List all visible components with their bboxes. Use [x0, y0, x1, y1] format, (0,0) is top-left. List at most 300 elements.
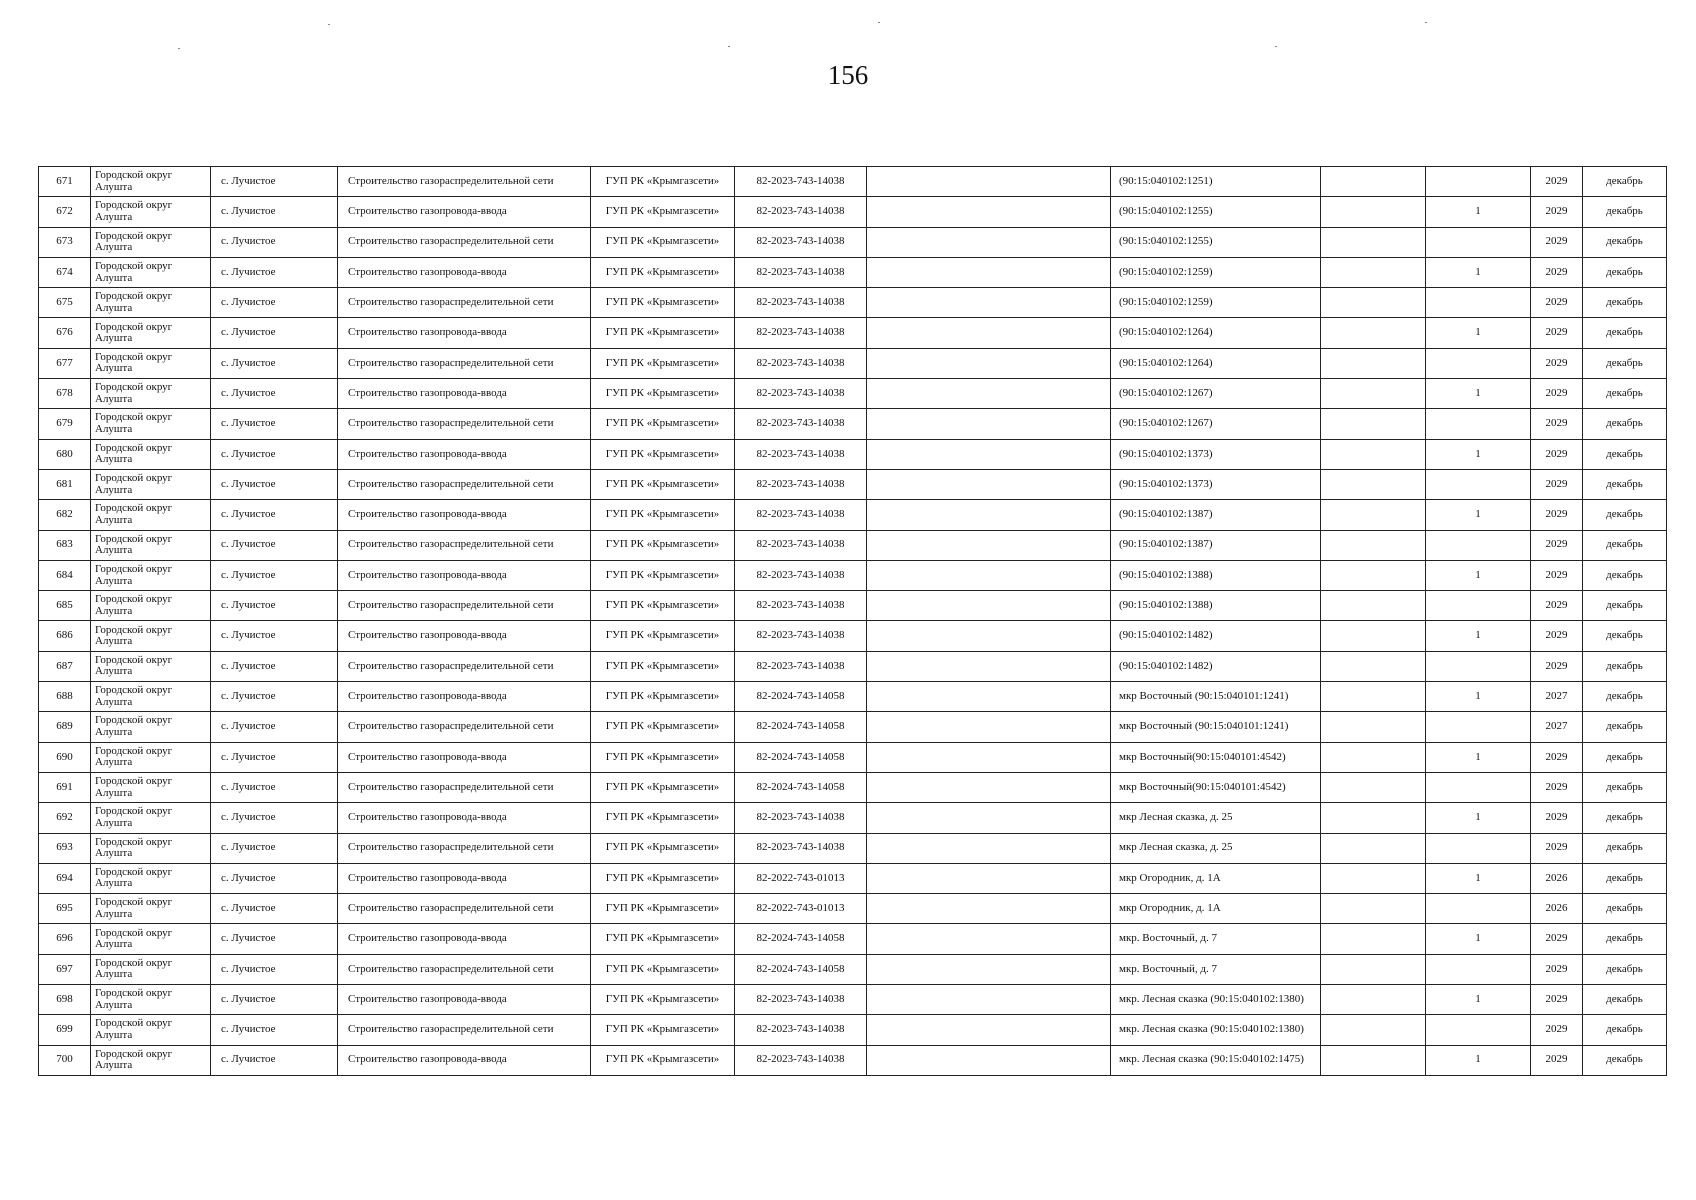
empty-cell [867, 409, 1111, 439]
district-cell: Городской округ Алушта [91, 833, 211, 863]
settlement-cell: с. Лучистое [211, 318, 338, 348]
empty-cell [1321, 712, 1426, 742]
address-cell: (90:15:040102:1482) [1111, 621, 1321, 651]
settlement-cell: с. Лучистое [211, 1015, 338, 1045]
table-row [39, 591, 1667, 621]
work-type-cell: Строительство газораспределительной сети [338, 348, 591, 378]
district-cell: Городской округ Алушта [91, 591, 211, 621]
empty-cell [1321, 924, 1426, 954]
work-type-cell: Строительство газораспределительной сети [338, 167, 591, 197]
row-number: 672 [39, 197, 91, 227]
settlement-cell: с. Лучистое [211, 469, 338, 499]
quantity-cell [1426, 167, 1531, 197]
table-row [39, 288, 1667, 318]
organization-cell: ГУП РК «Крымгазсети» [591, 288, 735, 318]
month-cell: декабрь [1583, 863, 1667, 893]
district-cell: Городской округ Алушта [91, 1015, 211, 1045]
address-cell: (90:15:040102:1373) [1111, 439, 1321, 469]
quantity-cell: 1 [1426, 863, 1531, 893]
table-row [39, 803, 1667, 833]
table-row [39, 621, 1667, 651]
work-type-cell: Строительство газопровода-ввода [338, 621, 591, 651]
quantity-cell [1426, 348, 1531, 378]
work-type-cell: Строительство газопровода-ввода [338, 803, 591, 833]
settlement-cell: с. Лучистое [211, 167, 338, 197]
work-type-cell: Строительство газораспределительной сети [338, 288, 591, 318]
address-cell: мкр Восточный(90:15:040101:4542) [1111, 742, 1321, 772]
empty-cell [1321, 560, 1426, 590]
organization-cell: ГУП РК «Крымгазсети» [591, 924, 735, 954]
empty-cell [1321, 379, 1426, 409]
scan-speck [1275, 46, 1277, 47]
row-number: 693 [39, 833, 91, 863]
row-number: 689 [39, 712, 91, 742]
address-cell: мкр. Лесная сказка (90:15:040102:1475) [1111, 1045, 1321, 1075]
month-cell: декабрь [1583, 530, 1667, 560]
scan-speck [728, 46, 730, 47]
organization-cell: ГУП РК «Крымгазсети» [591, 439, 735, 469]
year-cell: 2029 [1531, 409, 1583, 439]
month-cell: декабрь [1583, 651, 1667, 681]
organization-cell: ГУП РК «Крымгазсети» [591, 682, 735, 712]
settlement-cell: с. Лучистое [211, 439, 338, 469]
settlement-cell: с. Лучистое [211, 742, 338, 772]
quantity-cell: 1 [1426, 439, 1531, 469]
empty-cell [867, 863, 1111, 893]
program-code-cell: 82-2023-743-14038 [735, 348, 867, 378]
month-cell: декабрь [1583, 954, 1667, 984]
year-cell: 2027 [1531, 682, 1583, 712]
year-cell: 2029 [1531, 257, 1583, 287]
quantity-cell [1426, 1015, 1531, 1045]
row-number: 681 [39, 469, 91, 499]
month-cell: декабрь [1583, 469, 1667, 499]
quantity-cell [1426, 954, 1531, 984]
row-number: 675 [39, 288, 91, 318]
quantity-cell [1426, 227, 1531, 257]
program-code-cell: 82-2023-743-14038 [735, 560, 867, 590]
program-code-cell: 82-2024-743-14058 [735, 742, 867, 772]
organization-cell: ГУП РК «Крымгазсети» [591, 712, 735, 742]
row-number: 680 [39, 439, 91, 469]
quantity-cell [1426, 530, 1531, 560]
table-row [39, 863, 1667, 893]
quantity-cell [1426, 894, 1531, 924]
month-cell: декабрь [1583, 1045, 1667, 1075]
work-type-cell: Строительство газопровода-ввода [338, 742, 591, 772]
row-number: 677 [39, 348, 91, 378]
table-row [39, 651, 1667, 681]
row-number: 686 [39, 621, 91, 651]
organization-cell: ГУП РК «Крымгазсети» [591, 1015, 735, 1045]
empty-cell [1321, 682, 1426, 712]
address-cell: (90:15:040102:1251) [1111, 167, 1321, 197]
work-type-cell: Строительство газораспределительной сети [338, 712, 591, 742]
month-cell: декабрь [1583, 379, 1667, 409]
program-code-cell: 82-2023-743-14038 [735, 288, 867, 318]
empty-cell [1321, 803, 1426, 833]
empty-cell [867, 591, 1111, 621]
district-cell: Городской округ Алушта [91, 651, 211, 681]
organization-cell: ГУП РК «Крымгазсети» [591, 742, 735, 772]
address-cell: (90:15:040102:1373) [1111, 469, 1321, 499]
organization-cell: ГУП РК «Крымгазсети» [591, 803, 735, 833]
month-cell: декабрь [1583, 894, 1667, 924]
district-cell: Городской округ Алушта [91, 894, 211, 924]
empty-cell [1321, 894, 1426, 924]
empty-cell [1321, 1015, 1426, 1045]
row-number: 699 [39, 1015, 91, 1045]
settlement-cell: с. Лучистое [211, 591, 338, 621]
program-code-cell: 82-2024-743-14058 [735, 924, 867, 954]
month-cell: декабрь [1583, 591, 1667, 621]
row-number: 690 [39, 742, 91, 772]
empty-cell [867, 803, 1111, 833]
district-cell: Городской округ Алушта [91, 288, 211, 318]
empty-cell [1321, 409, 1426, 439]
district-cell: Городской округ Алушта [91, 560, 211, 590]
quantity-cell [1426, 591, 1531, 621]
program-code-cell: 82-2023-743-14038 [735, 591, 867, 621]
empty-cell [867, 772, 1111, 802]
address-cell: (90:15:040102:1255) [1111, 227, 1321, 257]
district-cell: Городской округ Алушта [91, 1045, 211, 1075]
address-cell: (90:15:040102:1255) [1111, 197, 1321, 227]
work-type-cell: Строительство газопровода-ввода [338, 500, 591, 530]
empty-cell [867, 651, 1111, 681]
empty-cell [867, 500, 1111, 530]
year-cell: 2029 [1531, 379, 1583, 409]
quantity-cell: 1 [1426, 742, 1531, 772]
organization-cell: ГУП РК «Крымгазсети» [591, 560, 735, 590]
quantity-cell: 1 [1426, 985, 1531, 1015]
work-type-cell: Строительство газораспределительной сети [338, 591, 591, 621]
month-cell: декабрь [1583, 560, 1667, 590]
work-type-cell: Строительство газопровода-ввода [338, 985, 591, 1015]
organization-cell: ГУП РК «Крымгазсети» [591, 651, 735, 681]
organization-cell: ГУП РК «Крымгазсети» [591, 167, 735, 197]
table-row [39, 682, 1667, 712]
district-cell: Городской округ Алушта [91, 257, 211, 287]
month-cell: декабрь [1583, 772, 1667, 802]
settlement-cell: с. Лучистое [211, 863, 338, 893]
address-cell: мкр Лесная сказка, д. 25 [1111, 833, 1321, 863]
program-code-cell: 82-2023-743-14038 [735, 439, 867, 469]
address-cell: мкр Восточный(90:15:040101:4542) [1111, 772, 1321, 802]
table-row [39, 742, 1667, 772]
scan-speck [328, 24, 330, 25]
year-cell: 2029 [1531, 197, 1583, 227]
empty-cell [1321, 651, 1426, 681]
work-type-cell: Строительство газопровода-ввода [338, 1045, 591, 1075]
empty-cell [867, 379, 1111, 409]
year-cell: 2026 [1531, 863, 1583, 893]
row-number: 688 [39, 682, 91, 712]
settlement-cell: с. Лучистое [211, 197, 338, 227]
district-cell: Городской округ Алушта [91, 469, 211, 499]
settlement-cell: с. Лучистое [211, 288, 338, 318]
empty-cell [867, 985, 1111, 1015]
empty-cell [867, 621, 1111, 651]
address-cell: (90:15:040102:1267) [1111, 379, 1321, 409]
district-cell: Городской округ Алушта [91, 924, 211, 954]
program-code-cell: 82-2022-743-01013 [735, 863, 867, 893]
quantity-cell [1426, 651, 1531, 681]
settlement-cell: с. Лучистое [211, 894, 338, 924]
address-cell: (90:15:040102:1267) [1111, 409, 1321, 439]
quantity-cell: 1 [1426, 197, 1531, 227]
month-cell: декабрь [1583, 167, 1667, 197]
empty-cell [1321, 469, 1426, 499]
year-cell: 2029 [1531, 954, 1583, 984]
year-cell: 2029 [1531, 772, 1583, 802]
quantity-cell: 1 [1426, 500, 1531, 530]
work-type-cell: Строительство газопровода-ввода [338, 682, 591, 712]
settlement-cell: с. Лучистое [211, 621, 338, 651]
address-cell: мкр. Лесная сказка (90:15:040102:1380) [1111, 985, 1321, 1015]
month-cell: декабрь [1583, 439, 1667, 469]
year-cell: 2029 [1531, 500, 1583, 530]
register-table-wrapper [38, 166, 1667, 1076]
empty-cell [867, 197, 1111, 227]
quantity-cell [1426, 288, 1531, 318]
row-number: 682 [39, 500, 91, 530]
empty-cell [1321, 197, 1426, 227]
scan-speck [1425, 22, 1427, 23]
quantity-cell [1426, 712, 1531, 742]
row-number: 678 [39, 379, 91, 409]
organization-cell: ГУП РК «Крымгазсети» [591, 621, 735, 651]
program-code-cell: 82-2024-743-14058 [735, 772, 867, 802]
empty-cell [867, 894, 1111, 924]
quantity-cell: 1 [1426, 924, 1531, 954]
program-code-cell: 82-2023-743-14038 [735, 197, 867, 227]
row-number: 700 [39, 1045, 91, 1075]
organization-cell: ГУП РК «Крымгазсети» [591, 469, 735, 499]
year-cell: 2027 [1531, 712, 1583, 742]
work-type-cell: Строительство газопровода-ввода [338, 379, 591, 409]
table-row [39, 772, 1667, 802]
empty-cell [867, 924, 1111, 954]
empty-cell [867, 712, 1111, 742]
empty-cell [1321, 954, 1426, 984]
address-cell: (90:15:040102:1387) [1111, 500, 1321, 530]
quantity-cell: 1 [1426, 560, 1531, 590]
year-cell: 2029 [1531, 924, 1583, 954]
program-code-cell: 82-2023-743-14038 [735, 1015, 867, 1045]
empty-cell [1321, 530, 1426, 560]
year-cell: 2029 [1531, 833, 1583, 863]
month-cell: декабрь [1583, 348, 1667, 378]
year-cell: 2029 [1531, 742, 1583, 772]
table-row [39, 1045, 1667, 1075]
quantity-cell [1426, 833, 1531, 863]
empty-cell [1321, 621, 1426, 651]
empty-cell [867, 469, 1111, 499]
empty-cell [1321, 167, 1426, 197]
settlement-cell: с. Лучистое [211, 1045, 338, 1075]
settlement-cell: с. Лучистое [211, 227, 338, 257]
work-type-cell: Строительство газораспределительной сети [338, 530, 591, 560]
year-cell: 2029 [1531, 167, 1583, 197]
district-cell: Городской округ Алушта [91, 439, 211, 469]
district-cell: Городской округ Алушта [91, 863, 211, 893]
address-cell: (90:15:040102:1388) [1111, 560, 1321, 590]
district-cell: Городской округ Алушта [91, 197, 211, 227]
settlement-cell: с. Лучистое [211, 712, 338, 742]
month-cell: декабрь [1583, 318, 1667, 348]
district-cell: Городской округ Алушта [91, 742, 211, 772]
table-row [39, 409, 1667, 439]
settlement-cell: с. Лучистое [211, 803, 338, 833]
settlement-cell: с. Лучистое [211, 954, 338, 984]
settlement-cell: с. Лучистое [211, 651, 338, 681]
address-cell: мкр Лесная сказка, д. 25 [1111, 803, 1321, 833]
address-cell: (90:15:040102:1388) [1111, 591, 1321, 621]
month-cell: декабрь [1583, 833, 1667, 863]
settlement-cell: с. Лучистое [211, 772, 338, 802]
year-cell: 2029 [1531, 651, 1583, 681]
program-code-cell: 82-2023-743-14038 [735, 985, 867, 1015]
year-cell: 2029 [1531, 1045, 1583, 1075]
table-row [39, 924, 1667, 954]
work-type-cell: Строительство газораспределительной сети [338, 469, 591, 499]
table-row [39, 379, 1667, 409]
settlement-cell: с. Лучистое [211, 409, 338, 439]
year-cell: 2029 [1531, 530, 1583, 560]
row-number: 687 [39, 651, 91, 681]
year-cell: 2029 [1531, 621, 1583, 651]
row-number: 697 [39, 954, 91, 984]
program-code-cell: 82-2024-743-14058 [735, 954, 867, 984]
district-cell: Городской округ Алушта [91, 954, 211, 984]
table-row [39, 257, 1667, 287]
program-code-cell: 82-2024-743-14058 [735, 712, 867, 742]
settlement-cell: с. Лучистое [211, 257, 338, 287]
empty-cell [867, 439, 1111, 469]
district-cell: Городской округ Алушта [91, 682, 211, 712]
organization-cell: ГУП РК «Крымгазсети» [591, 348, 735, 378]
address-cell: (90:15:040102:1264) [1111, 318, 1321, 348]
year-cell: 2029 [1531, 560, 1583, 590]
district-cell: Городской округ Алушта [91, 348, 211, 378]
work-type-cell: Строительство газораспределительной сети [338, 833, 591, 863]
empty-cell [867, 742, 1111, 772]
month-cell: декабрь [1583, 409, 1667, 439]
organization-cell: ГУП РК «Крымгазсети» [591, 591, 735, 621]
month-cell: декабрь [1583, 682, 1667, 712]
row-number: 685 [39, 591, 91, 621]
table-row [39, 469, 1667, 499]
table-row [39, 560, 1667, 590]
organization-cell: ГУП РК «Крымгазсети» [591, 409, 735, 439]
work-type-cell: Строительство газопровода-ввода [338, 318, 591, 348]
settlement-cell: с. Лучистое [211, 682, 338, 712]
row-number: 695 [39, 894, 91, 924]
program-code-cell: 82-2023-743-14038 [735, 530, 867, 560]
program-code-cell: 82-2023-743-14038 [735, 379, 867, 409]
year-cell: 2029 [1531, 318, 1583, 348]
year-cell: 2029 [1531, 439, 1583, 469]
organization-cell: ГУП РК «Крымгазсети» [591, 863, 735, 893]
empty-cell [867, 1045, 1111, 1075]
work-type-cell: Строительство газораспределительной сети [338, 409, 591, 439]
organization-cell: ГУП РК «Крымгазсети» [591, 1045, 735, 1075]
organization-cell: ГУП РК «Крымгазсети» [591, 197, 735, 227]
quantity-cell: 1 [1426, 1045, 1531, 1075]
program-code-cell: 82-2023-743-14038 [735, 833, 867, 863]
empty-cell [867, 1015, 1111, 1045]
empty-cell [1321, 348, 1426, 378]
row-number: 694 [39, 863, 91, 893]
program-code-cell: 82-2022-743-01013 [735, 894, 867, 924]
empty-cell [1321, 318, 1426, 348]
empty-cell [867, 318, 1111, 348]
address-cell: мкр Огородник, д. 1А [1111, 863, 1321, 893]
work-type-cell: Строительство газораспределительной сети [338, 227, 591, 257]
month-cell: декабрь [1583, 742, 1667, 772]
empty-cell [867, 530, 1111, 560]
settlement-cell: с. Лучистое [211, 530, 338, 560]
year-cell: 2029 [1531, 803, 1583, 833]
year-cell: 2029 [1531, 1015, 1583, 1045]
row-number: 683 [39, 530, 91, 560]
year-cell: 2029 [1531, 469, 1583, 499]
year-cell: 2029 [1531, 985, 1583, 1015]
settlement-cell: с. Лучистое [211, 560, 338, 590]
table-body [39, 167, 1667, 1076]
program-code-cell: 82-2023-743-14038 [735, 167, 867, 197]
month-cell: декабрь [1583, 985, 1667, 1015]
organization-cell: ГУП РК «Крымгазсети» [591, 772, 735, 802]
row-number: 698 [39, 985, 91, 1015]
program-code-cell: 82-2023-743-14038 [735, 621, 867, 651]
work-type-cell: Строительство газораспределительной сети [338, 1015, 591, 1045]
row-number: 684 [39, 560, 91, 590]
work-type-cell: Строительство газораспределительной сети [338, 954, 591, 984]
program-code-cell: 82-2023-743-14038 [735, 227, 867, 257]
address-cell: мкр. Лесная сказка (90:15:040102:1380) [1111, 1015, 1321, 1045]
row-number: 674 [39, 257, 91, 287]
work-type-cell: Строительство газораспределительной сети [338, 651, 591, 681]
table-row [39, 712, 1667, 742]
month-cell: декабрь [1583, 1015, 1667, 1045]
program-code-cell: 82-2023-743-14038 [735, 318, 867, 348]
district-cell: Городской округ Алушта [91, 409, 211, 439]
empty-cell [867, 560, 1111, 590]
empty-cell [1321, 772, 1426, 802]
work-type-cell: Строительство газораспределительной сети [338, 772, 591, 802]
program-code-cell: 82-2023-743-14038 [735, 803, 867, 833]
district-cell: Городской округ Алушта [91, 379, 211, 409]
empty-cell [1321, 500, 1426, 530]
empty-cell [1321, 257, 1426, 287]
district-cell: Городской округ Алушта [91, 712, 211, 742]
quantity-cell: 1 [1426, 682, 1531, 712]
district-cell: Городской округ Алушта [91, 803, 211, 833]
table-row [39, 197, 1667, 227]
table-row [39, 167, 1667, 197]
work-type-cell: Строительство газораспределительной сети [338, 894, 591, 924]
empty-cell [867, 167, 1111, 197]
district-cell: Городской округ Алушта [91, 985, 211, 1015]
district-cell: Городской округ Алушта [91, 318, 211, 348]
district-cell: Городской округ Алушта [91, 500, 211, 530]
year-cell: 2029 [1531, 591, 1583, 621]
address-cell: (90:15:040102:1259) [1111, 257, 1321, 287]
empty-cell [867, 682, 1111, 712]
work-type-cell: Строительство газопровода-ввода [338, 924, 591, 954]
